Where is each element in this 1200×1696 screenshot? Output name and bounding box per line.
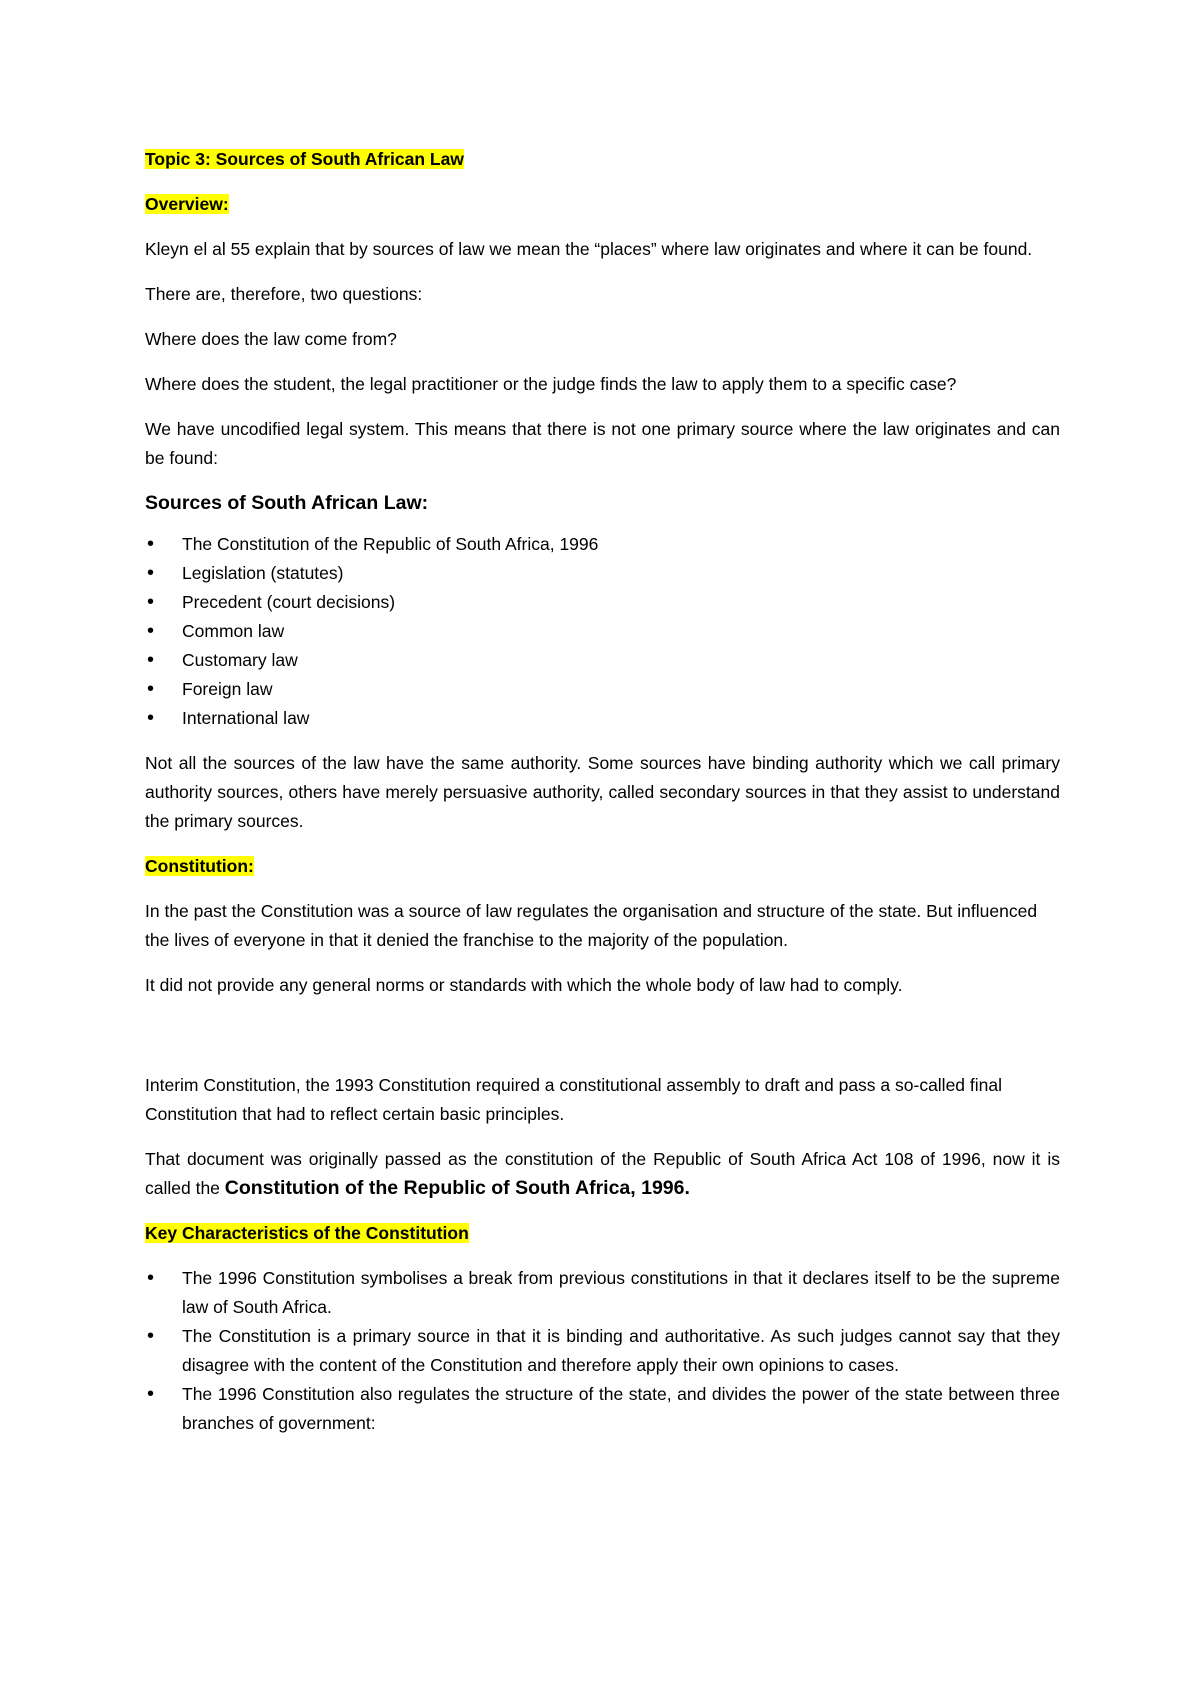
past-paragraph: In the past the Constitution was a source of law regulates the organisation and structure of the state. But influenced the lives of everyone in that it denied the franchise to the majority of the population. <box>145 901 1038 950</box>
sources-list <box>145 530 1060 733</box>
key-characteristics-heading: Key Characteristics of the Constitution <box>145 1223 469 1243</box>
list-item: • Customary law <box>145 646 1060 675</box>
norms-paragraph: It did not provide any general norms or standards with which the whole body of law had to comply. <box>145 975 903 995</box>
question-two: Where does the student, the legal practitioner or the judge finds the law to apply them to a specific case? <box>145 374 957 394</box>
list-item: • Common law <box>145 617 1060 646</box>
document-content <box>145 145 1060 1454</box>
sources-heading: Sources of South African Law: <box>145 492 429 514</box>
document-paragraph: That document was originally passed as the constitution of the Republic of South Africa Act 108 of 1996, now it is called the Constitution of the Republic of South Africa, 1996. <box>145 1149 1060 1199</box>
list-item: • Legislation (statutes) <box>145 559 1060 588</box>
topic-heading: Topic 3: Sources of South African Law <box>145 149 464 169</box>
list-item: • The 1996 Constitution symbolises a break from previous constitutions in that it declares itself to be the supreme law of South Africa. <box>145 1264 1060 1322</box>
constitution-title-bold: Constitution of the Republic of South Africa, 1996 <box>224 1177 685 1199</box>
list-item: • Precedent (court decisions) <box>145 588 1060 617</box>
key-characteristics-list <box>145 1264 1060 1438</box>
interim-paragraph: Interim Constitution, the 1993 Constitution required a constitutional assembly to draft and pass a so-called final Constitution that had to reflect certain basic principles. <box>145 1075 1003 1124</box>
list-item: • The Constitution is a primary source in that it is binding and authoritative. As such judges cannot say that they disagree with the content of the Constitution and therefore apply their own opinions to cases. <box>145 1322 1060 1380</box>
list-item: • The 1996 Constitution also regulates the structure of the state, and divides the power of the state between three branches of government: <box>145 1380 1060 1438</box>
questions-paragraph: There are, therefore, two questions: <box>145 284 423 304</box>
list-item: • International law <box>145 704 1060 733</box>
intro-paragraph: Kleyn el al 55 explain that by sources of law we mean the “places” where law originates and where it can be found. <box>145 239 1033 259</box>
constitution-heading: Constitution: <box>145 856 254 876</box>
blank-line <box>145 1016 1060 1071</box>
question-one: Where does the law come from? <box>145 329 397 349</box>
overview-heading: Overview: <box>145 194 229 214</box>
authority-paragraph: Not all the sources of the law have the same authority. Some sources have binding authority which we call primary authority sources, others have merely persuasive authority, called secondary sources in that they assist to understand the primary sources. <box>145 753 1060 831</box>
list-item: • Foreign law <box>145 675 1060 704</box>
list-item: • The Constitution of the Republic of South Africa, 1996 <box>145 530 1060 559</box>
uncodified-paragraph: We have uncodified legal system. This means that there is not one primary source where the law originates and can be found: <box>145 419 1060 468</box>
